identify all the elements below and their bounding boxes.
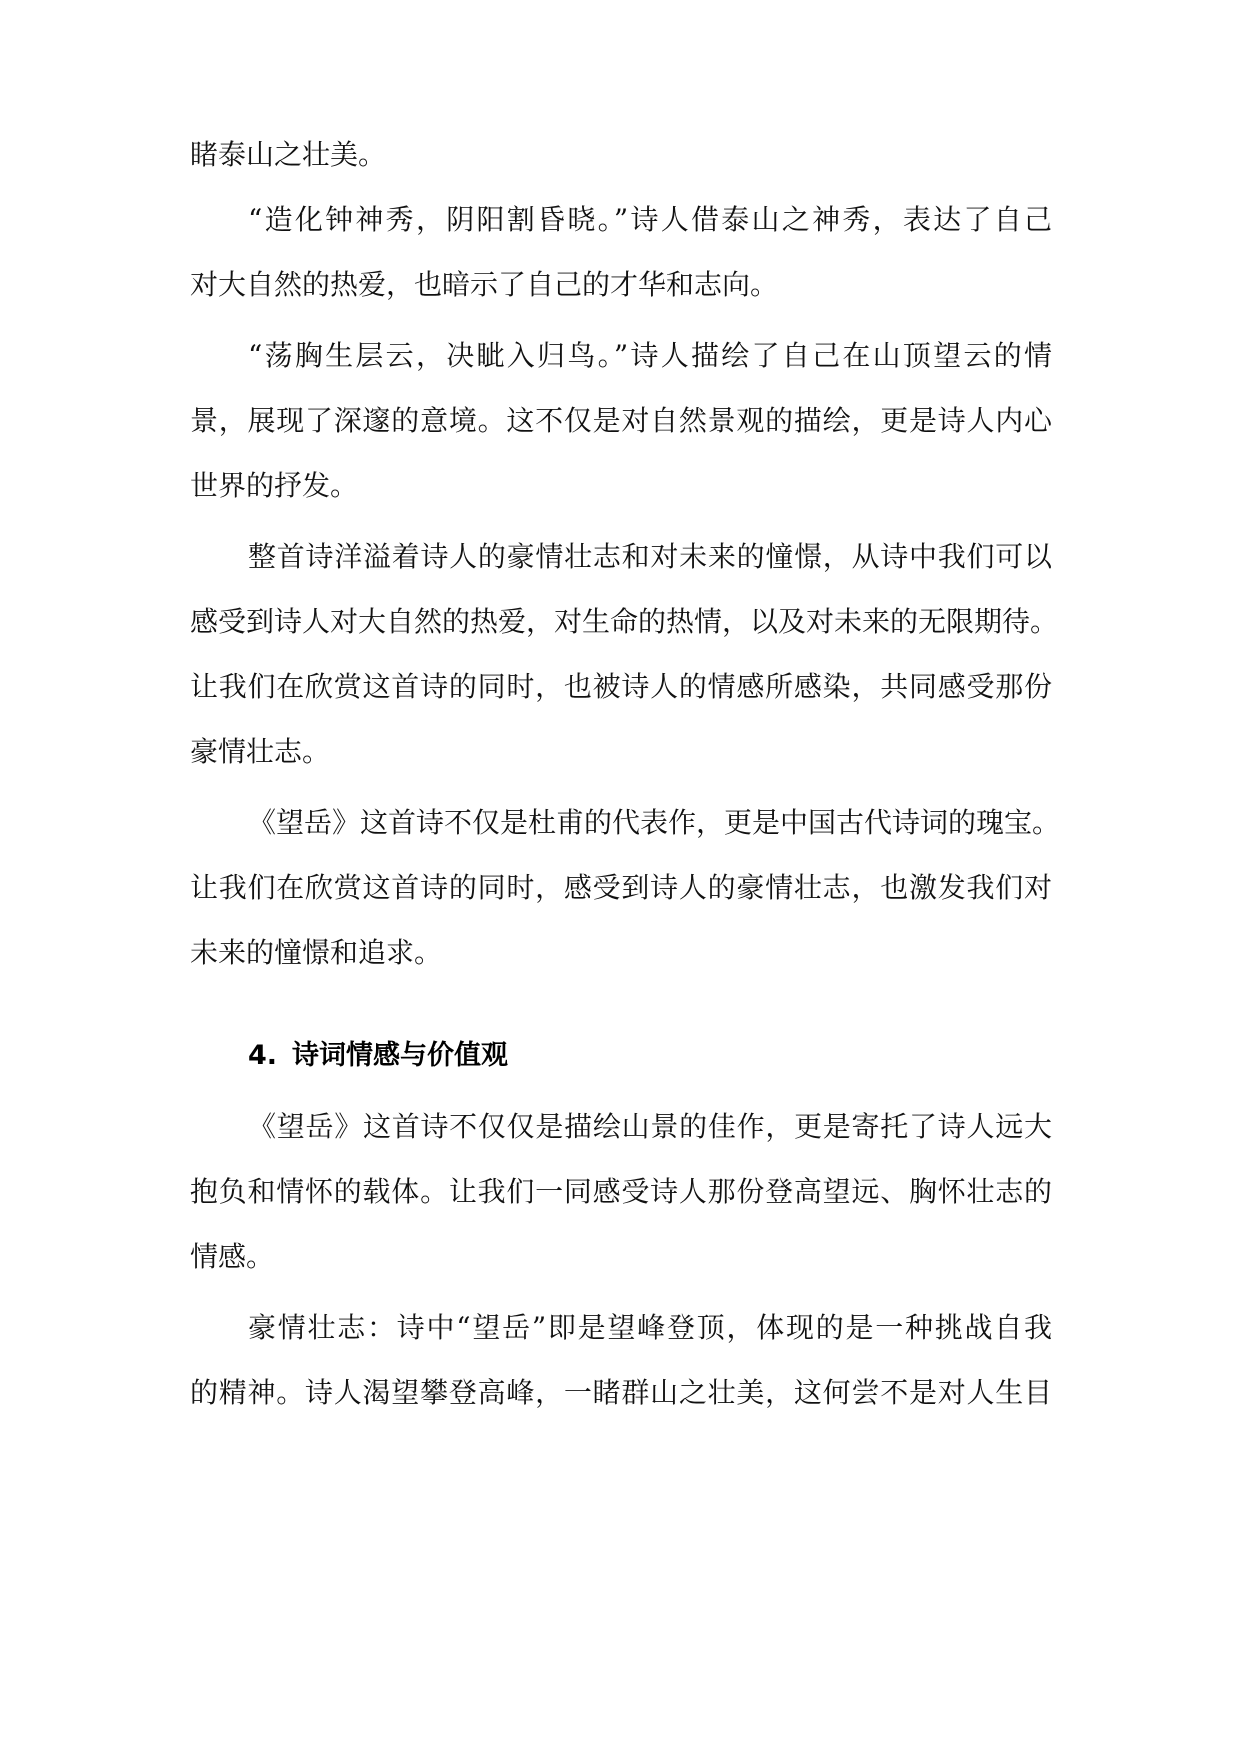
body-text-line: 豪情壮志。 [190, 735, 331, 768]
section-number: 4. [248, 1040, 278, 1071]
body-text-line: 情感。 [190, 1240, 275, 1273]
body-text-line: 抱负和情怀的载体。让我们一同感受诗人那份登高望远、胸怀壮志的 [190, 1175, 1052, 1208]
section-heading [248, 1039, 508, 1073]
body-text-line: 的精神。诗人渴望攀登高峰，一睹群山之壮美，这何尝不是对人生目 [190, 1376, 1052, 1409]
body-text-line: 豪情壮志：诗中“望岳”即是望峰登顶，体现的是一种挑战自我 [248, 1311, 1052, 1344]
body-text-line: 世界的抒发。 [190, 469, 359, 502]
body-text-line: 让我们在欣赏这首诗的同时，也被诗人的情感所感染，共同感受那份 [190, 670, 1052, 703]
body-text-line: 感受到诗人对大自然的热爱，对生命的热情，以及对未来的无限期待。 [190, 605, 1059, 638]
body-text-line: “造化钟神秀，阴阳割昏晓。”诗人借泰山之神秀，表达了自己 [248, 203, 1052, 236]
body-text-line: 《望岳》这首诗不仅是杜甫的代表作，更是中国古代诗词的瑰宝。 [248, 806, 1061, 839]
body-text-line: 《望岳》这首诗不仅仅是描绘山景的佳作，更是寄托了诗人远大 [248, 1110, 1052, 1143]
section-title: 诗词情感与价值观 [292, 1040, 508, 1071]
body-text-line: 未来的憧憬和追求。 [190, 936, 443, 969]
body-text-line: 让我们在欣赏这首诗的同时，感受到诗人的豪情壮志，也激发我们对 [190, 871, 1052, 904]
body-text-line: 睹泰山之壮美。 [190, 138, 387, 171]
body-text-line: 对大自然的热爱，也暗示了自己的才华和志向。 [190, 268, 779, 301]
body-text-line: 整首诗洋溢着诗人的豪情壮志和对未来的憧憬，从诗中我们可以 [248, 540, 1052, 573]
body-text-line: “荡胸生层云，决眦入归鸟。”诗人描绘了自己在山顶望云的情 [248, 339, 1052, 372]
body-text-line: 景，展现了深邃的意境。这不仅是对自然景观的描绘，更是诗人内心 [190, 404, 1052, 437]
